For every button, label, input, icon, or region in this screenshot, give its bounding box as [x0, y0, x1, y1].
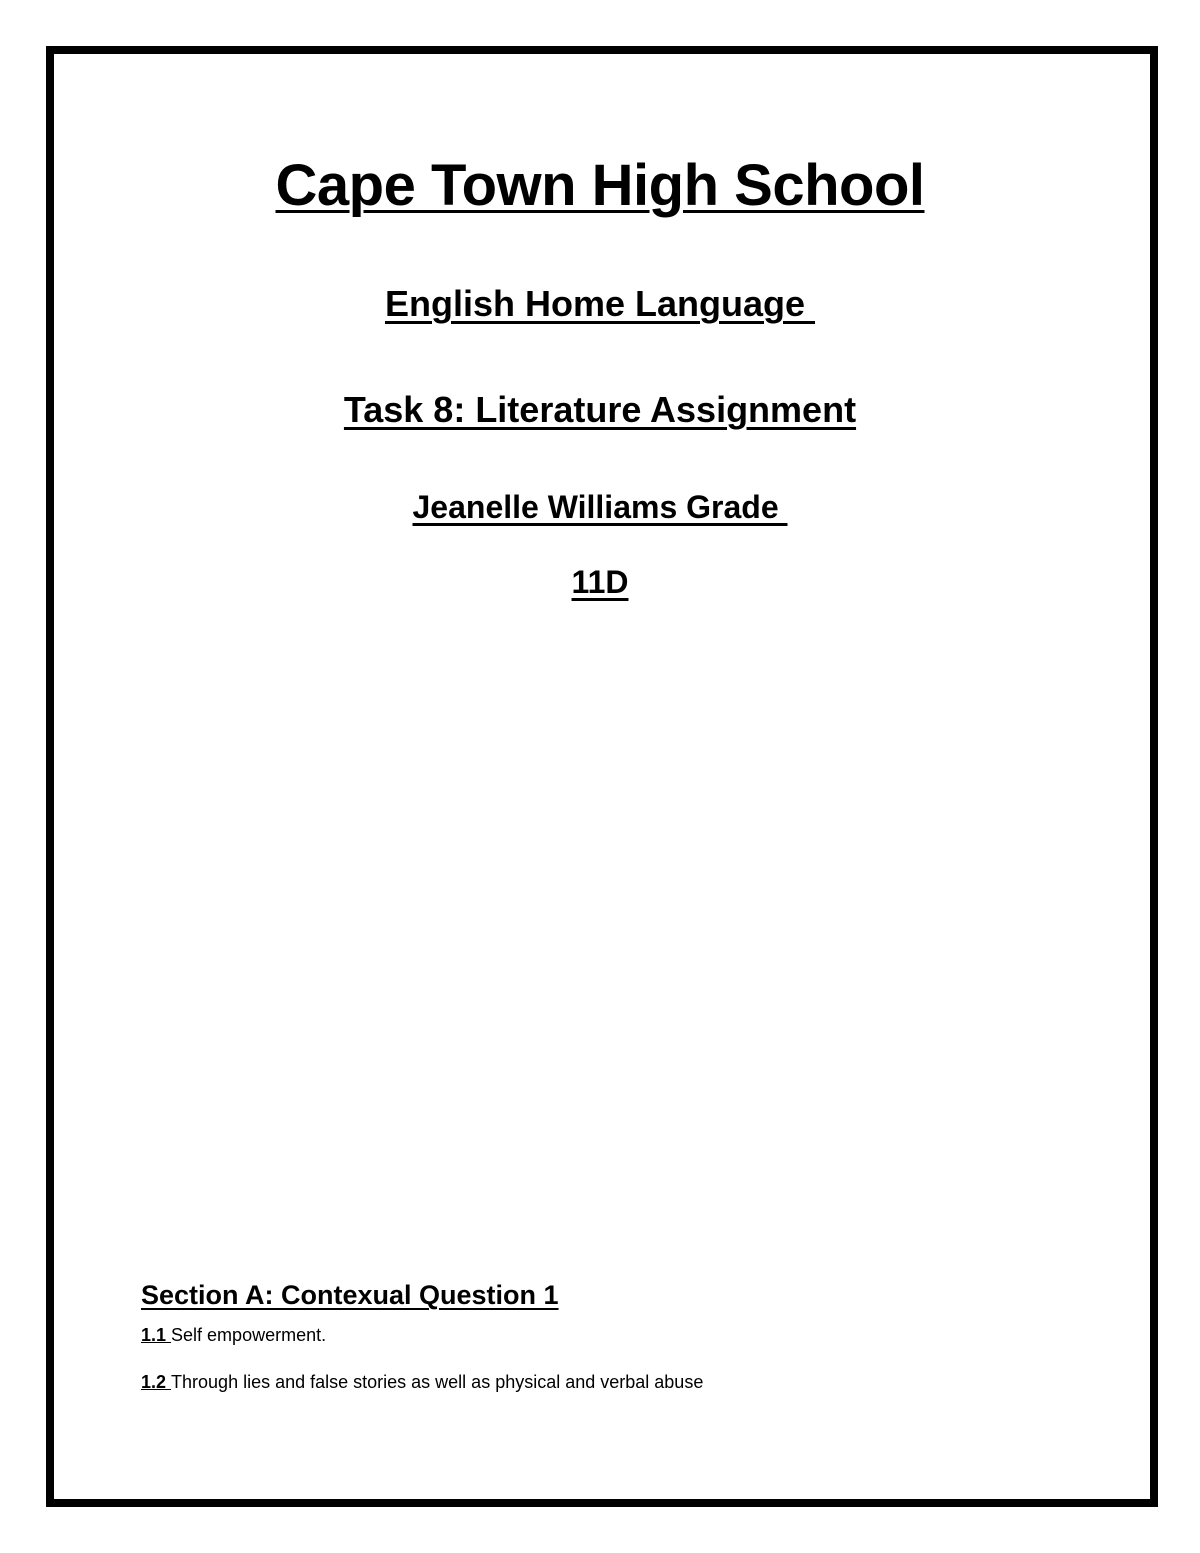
answer-1-1 [141, 1325, 326, 1346]
section-heading: Section A: Contexual Question 1 [141, 1280, 559, 1310]
task-title: Task 8: Literature Assignment [343, 389, 857, 430]
school-title: Cape Town High School [275, 153, 925, 218]
answer-text: Self empowerment. [171, 1325, 327, 1345]
student-name-line: Jeanelle Williams Grade [412, 489, 788, 525]
answer-number: 1.2 [141, 1372, 172, 1392]
answer-text: Through lies and false stories as well as physical and verbal abuse [171, 1372, 704, 1392]
answer-number: 1.1 [141, 1325, 172, 1345]
grade-class: 11D [571, 564, 629, 600]
answer-1-2 [141, 1372, 703, 1393]
subject-title: English Home Language [384, 283, 816, 324]
